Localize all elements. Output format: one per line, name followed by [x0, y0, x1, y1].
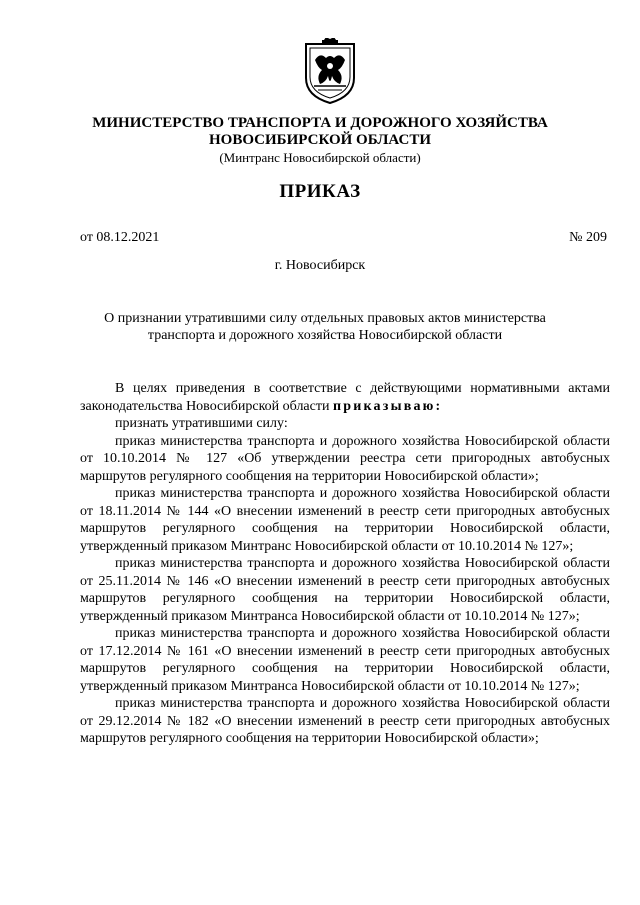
document-date: от 08.12.2021	[80, 230, 160, 245]
preamble-paragraph	[80, 380, 610, 415]
list-item: приказ министерства транспорта и дорожного хозяйства Новосибирской области от 10.10.2014 № 127 «Об утверждении реестра сети пригородных автобусных маршрутов регулярного сообщения на территории Новосибирской области»;	[80, 433, 610, 484]
ministry-header	[40, 115, 600, 166]
ministry-name-line1: МИНИСТЕРСТВО ТРАНСПОРТА И ДОРОЖНОГО ХОЗЯЙСТВА	[92, 115, 548, 131]
list-item: приказ министерства транспорта и дорожного хозяйства Новосибирской области от 29.12.2014 № 182 «О внесении изменений в реестр сети пригородных автобусных маршрутов регулярного сообщения на территории Новосибирской области»;	[80, 696, 610, 746]
document-body	[80, 380, 610, 748]
list-item: приказ министерства транспорта и дорожного хозяйства Новосибирской области от 25.11.2014 № 146 «О внесении изменений в реестр сети пригородных автобусных маршрутов регулярного сообщения на территории Новосибирской области, утвержденный приказом Минтранса Новосибирской области от 10.10.2014 № 127»;	[80, 556, 610, 624]
list-item: приказ министерства транспорта и дорожного хозяйства Новосибирской области от 18.11.2014 № 144 «О внесении изменений в реестр сети пригородных автобусных маршрутов регулярного сообщения на территории Новосибирской области, утвержденный приказом Минтранс Новосибирской области от 10.10.2014 № 127»;	[80, 486, 610, 554]
document-city: г. Новосибирск	[274, 258, 366, 273]
ministry-short-name: (Минтранс Новосибирской области)	[219, 150, 421, 165]
intro-paragraph: признать утратившими силу:	[115, 416, 288, 431]
coat-of-arms-icon	[300, 38, 360, 106]
document-subject: О признании утратившими силу отдельных правовых актов министерства транспорта и дорожного хозяйства Новосибирской области	[104, 311, 546, 343]
order-word: приказываю:	[332, 398, 443, 414]
ministry-name-line2: НОВОСИБИРСКОЙ ОБЛАСТИ	[208, 132, 432, 148]
document-type: ПРИКАЗ	[279, 181, 361, 202]
document-number: № 209	[569, 230, 607, 245]
preamble-text: В целях приведения в соответствие с действующими нормативными актами законодательства Новосибирской области	[80, 381, 610, 414]
list-item: приказ министерства транспорта и дорожного хозяйства Новосибирской области от 17.12.2014 № 161 «О внесении изменений в реестр сети пригородных автобусных маршрутов регулярного сообщения на территории Новосибирской области, утвержденный приказом Минтранса Новосибирской области от 10.10.2014 № 127»;	[80, 626, 610, 694]
